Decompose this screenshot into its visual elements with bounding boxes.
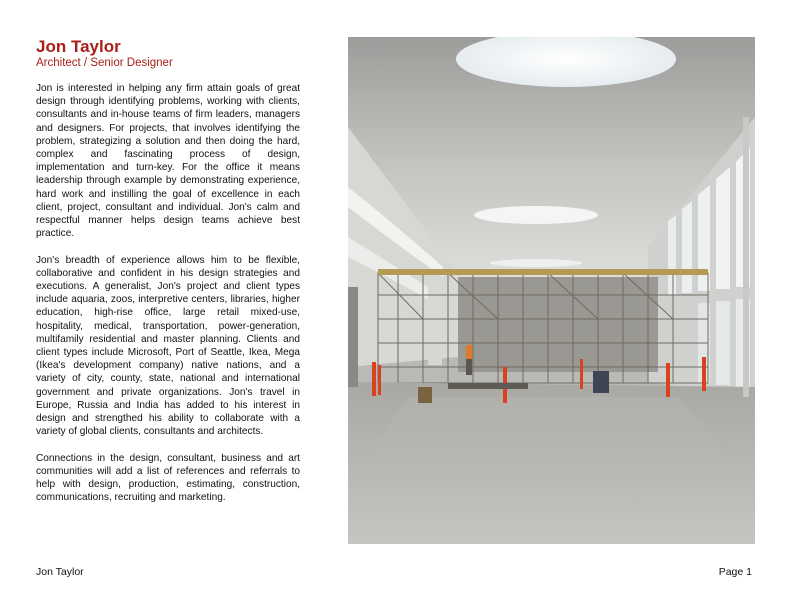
bio-text: [36, 82, 300, 518]
bio-paragraph-1: Jon is interested in helping any firm attain goals of great design through identifying problems, working with clients, consultants and in-house teams of firm leaders, managers and designers. For projects, that involves identifying the problem, strategizing a solution and then doing the hard, complex and fascinating process of design, implementation and turn-key. For the office it means leadership through example by demonstrating experience, hard work and instilling the goal of excellence in each client, project, consultant and individual. Jon's calm and respectful manner helps design teams achieve best practice.: [36, 83, 300, 240]
person-title: Architect / Senior Designer: [36, 57, 173, 69]
bio-paragraph-3: Connections in the design, consultant, business and art communities will add a list of references and referrals to help with design, production, estimating, construction, communications, recruiting and marketing.: [36, 452, 300, 504]
page-number: Page 1: [718, 566, 752, 578]
bio-paragraph-2: Jon's breadth of experience allows him to be flexible, collaborative and confident in his design strategies and executions. A generalist, Jon's project and client types include aquaria, zoos, interpretive centers, libraries, higher education, high-rise office, large retail mixed-use, hospitality, medical, transportation, power-generation, multifamily residential and master planning. Clients and client types include Microsoft, Port of Seattle, Ikea, Mega (Ikea's development company) native nations, and a variety of city, county, state, national and international government and private organizations. Jon's travel in Europe, Russia and India has added to his interest in design and strengthed his ability to collaborate with a variety of global clients, consultants and architects.: [36, 254, 300, 438]
construction-hall-photo: [348, 37, 755, 544]
person-name: Jon Taylor: [36, 37, 121, 56]
footer-name: Jon Taylor: [36, 566, 84, 578]
